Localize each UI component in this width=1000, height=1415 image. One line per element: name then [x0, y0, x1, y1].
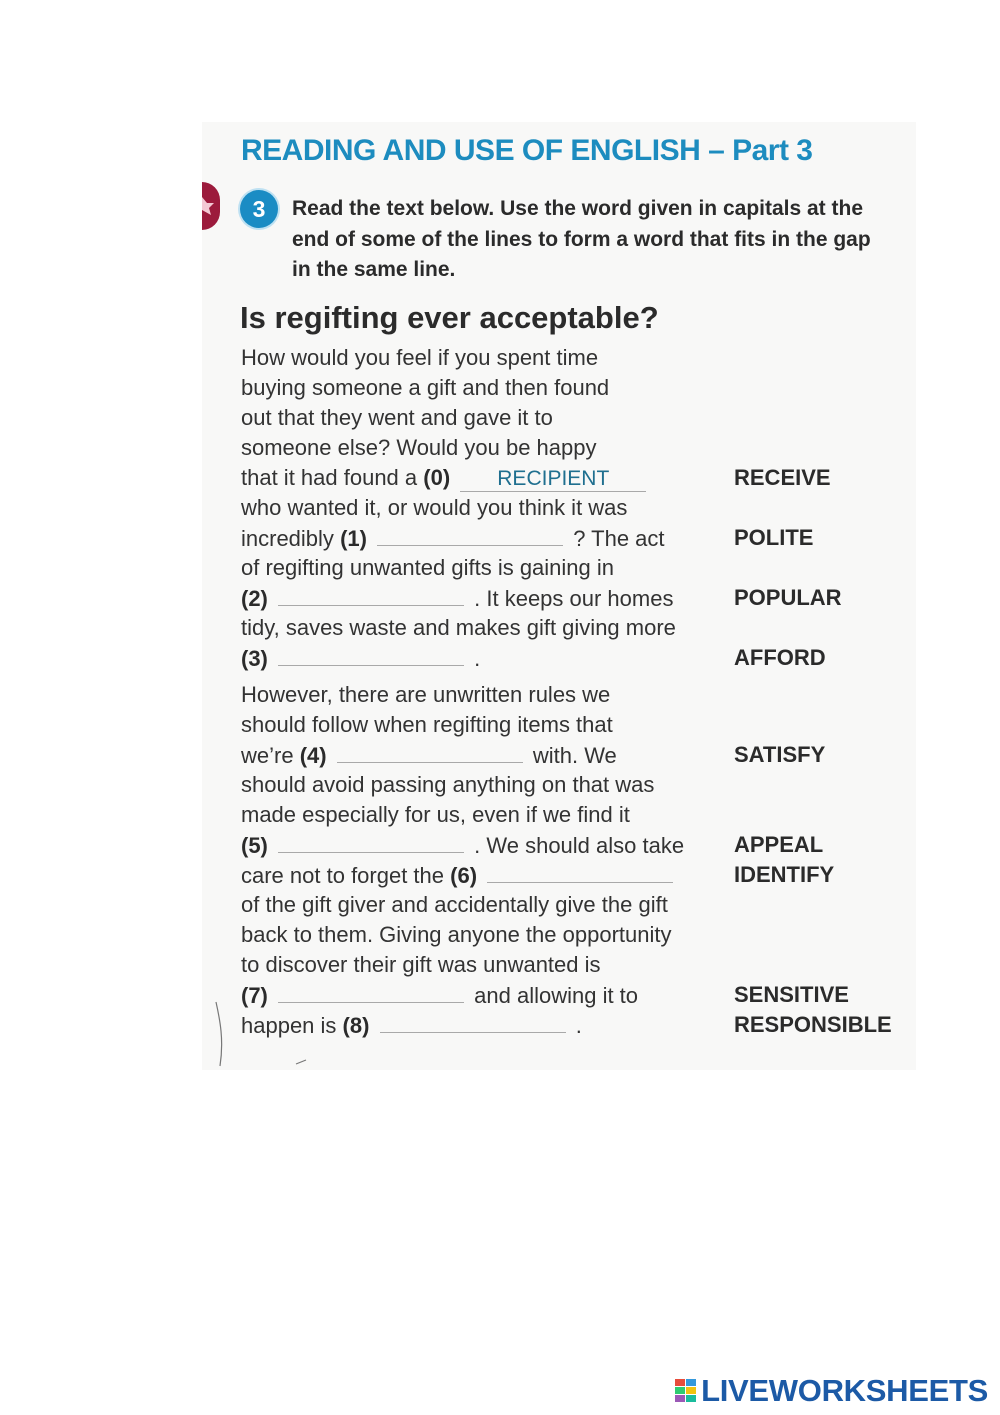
text-line: to discover their gift was unwanted is [241, 952, 601, 977]
text-fragment: . We should also take [474, 833, 685, 858]
gap-number: (0) [423, 465, 451, 490]
text-line: someone else? Would you be happy [241, 435, 597, 460]
text-fragment: we’re [241, 743, 294, 768]
gap-number: (6) [450, 863, 478, 888]
task-instruction: Read the text below. Use the word given in capitals at the end of some of the lines to form a word that fits in the gap in the same line. [292, 197, 871, 281]
text-fragment: with. We [532, 743, 617, 768]
star-icon [202, 195, 218, 217]
text-line-gap-4 [241, 740, 617, 771]
text-line: made especially for us, even if we find it [241, 802, 630, 827]
gap-8-input[interactable] [380, 1010, 566, 1033]
text-line: of regifting unwanted gifts is gaining in [241, 555, 615, 580]
gap-number: (3) [241, 646, 268, 671]
gap-2-input[interactable] [278, 583, 464, 606]
text-line: should follow when regifting items that [241, 712, 613, 737]
pencil-mark [210, 1000, 320, 1070]
keyword-2: POPULAR [734, 585, 842, 610]
liveworksheets-logo-icon [675, 1379, 697, 1403]
text-fragment: ? The act [573, 526, 665, 551]
keyword-3: AFFORD [734, 645, 826, 670]
text-line-gap-6 [241, 860, 677, 891]
text-line-gap-2 [241, 583, 673, 614]
text-fragment: . [575, 1013, 582, 1038]
keyword-7: SENSITIVE [734, 982, 849, 1007]
text-line: How would you feel if you spent time [241, 345, 599, 370]
text-line-gap-3 [241, 643, 480, 674]
text-fragment: and allowing it to [474, 983, 639, 1008]
keyword-4: SATISFY [734, 742, 826, 767]
text-fragment: incredibly [241, 526, 334, 551]
gap-4-input[interactable] [337, 740, 523, 763]
gap-5-input[interactable] [278, 830, 464, 853]
keyword-6: IDENTIFY [734, 862, 835, 887]
text-fragment: that it had found a [241, 465, 418, 490]
gap-number: (1) [340, 526, 367, 551]
text-fragment: care not to forget the [241, 863, 445, 888]
text-line: tidy, saves waste and makes gift giving more [241, 615, 676, 640]
text-line-gap-5 [241, 830, 684, 861]
gap-6-input[interactable] [487, 860, 673, 883]
gap-3-input[interactable] [278, 643, 464, 666]
article-heading: Is regifting ever acceptable? [240, 300, 659, 335]
keyword-5: APPEAL [734, 832, 824, 857]
task-number-badge: 3 [240, 190, 278, 228]
text-line-gap-0 [241, 463, 650, 493]
gap-number: (8) [342, 1013, 370, 1038]
section-title: READING AND USE OF ENGLISH – Part 3 [241, 134, 813, 167]
gap-number: (2) [241, 586, 268, 611]
gap-number: (7) [241, 983, 268, 1008]
keyword-1: POLITE [734, 525, 814, 550]
text-fragment: . It keeps our homes [474, 586, 674, 611]
text-line: of the gift giver and accidentally give the gift [241, 892, 668, 917]
text-fragment: happen is [241, 1013, 337, 1038]
liveworksheets-logo [675, 1371, 988, 1411]
text-line: buying someone a gift and then found [241, 375, 610, 400]
text-fragment: . [474, 646, 481, 671]
gap-number: (5) [241, 833, 268, 858]
brand-name: LIVEWORKSHEETS [701, 1373, 988, 1408]
text-line: out that they went and gave it to [241, 405, 553, 430]
gap-1-input[interactable] [377, 523, 563, 546]
gap-0-example-answer: RECIPIENT [460, 466, 646, 492]
text-line: who wanted it, or would you think it was [241, 495, 628, 520]
text-line-gap-1 [241, 523, 665, 554]
text-line: should avoid passing anything on that was [241, 772, 655, 797]
text-line: However, there are unwritten rules we [241, 682, 611, 707]
keyword-0: RECEIVE [734, 465, 831, 490]
keyword-8: RESPONSIBLE [734, 1012, 892, 1037]
gap-number: (4) [299, 743, 327, 768]
text-line: back to them. Giving anyone the opportunity [241, 922, 672, 947]
